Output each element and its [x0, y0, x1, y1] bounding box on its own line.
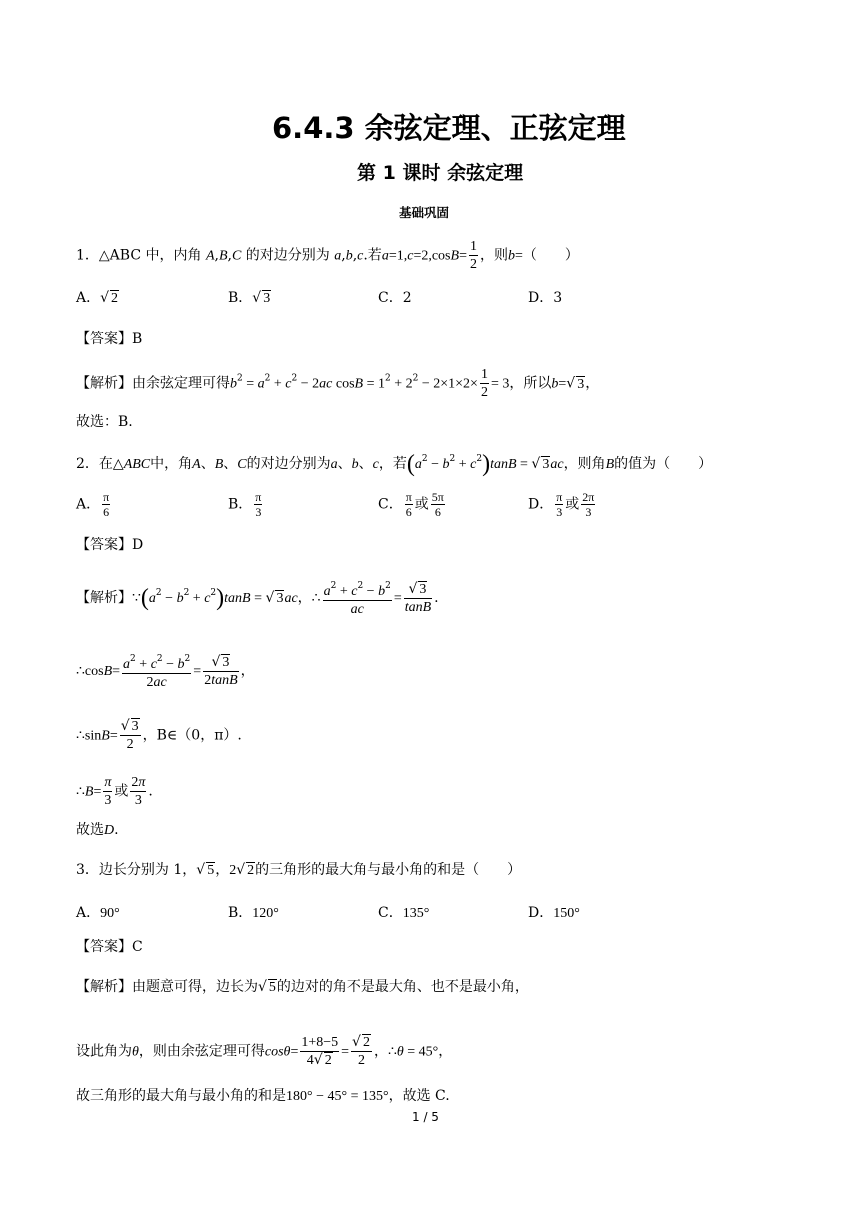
q1-option-d: D．3: [528, 290, 563, 306]
q1-option-a: A．√ 2: [76, 290, 119, 306]
q3-answer: 【答案】C: [76, 939, 143, 955]
q2-option-a: A． $\frac{\pi}{6}$: [76, 490, 110, 519]
page-title: 6.4.3 余弦定理、正弦定理: [272, 111, 626, 145]
q1-answer: 【答案】B: [76, 331, 143, 347]
q2-option-c: C． $\frac{\pi}{6}$ 或 $\frac{5\pi}{6}$: [378, 490, 444, 519]
q1-conclusion: 故选：B.: [76, 414, 133, 430]
q2-answer: 【答案】D: [76, 537, 144, 553]
q3-explanation-line3: 故三角形的最大角与最小角的和是180° − 45° = 135°，故选 C.: [76, 1088, 450, 1104]
q1-option-c: C．2: [378, 290, 412, 306]
q2-explanation-line1: 【解析】$\because(a^2 - b^2 + c^2)\tan B$ = √ 3ac，∴ $\frac{a^2 + c^2 - b^2}{ac}$ = $\frac{√ 3}{\tan B}$ .: [76, 578, 439, 618]
q3-option-a: A．90°: [76, 905, 120, 921]
q3-stem: 3．边长分别为 1，√ 5，2√ 2的三角形的最大角与最小角的和是（ ）: [76, 862, 522, 878]
q2-stem: 2．在△ABC中，角A、B、C的对边分别为a、b、c，若$(a^2 - b^2 + c^2)\tan B$ = √ 3ac，则角B的值为（ ）: [76, 451, 713, 477]
q2-explanation-line3: ∴sinB= $\frac{√ 3}{2}$ ，B∈（0，π）.: [76, 718, 242, 752]
q1-option-b: B．√ 3: [228, 290, 271, 306]
q1-stem: 1．△ABC 中，内角 A,B,C 的对边分别为 a,b,c.若a=1,c=2,cosB= $\frac{1}{2}$ ，则b=（ ）: [76, 239, 579, 272]
q3-explanation-line1: 【解析】由题意可得，边长为√ 5的边对的角不是最大角、也不是最小角，: [76, 979, 529, 995]
q2-explanation-line2: ∴cosB= $\frac{a^2 + c^2 - b^2}{2ac}$ = $\frac{√ 3}{2\tan B}$ ，: [76, 651, 255, 691]
q3-option-b: B．120°: [228, 905, 279, 921]
q1-explanation: 【解析】由余弦定理可得$b^2 = a^2 + c^2 - 2ac$ $\cos B = 1^2 + 2^2 - 2\times 1\times 2\times$ $\frac{1}{2}$ = 3，所以b=√ 3，: [76, 367, 600, 400]
q2-conclusion: 故选D.: [76, 822, 119, 838]
page-subtitle: 第 1 课时 余弦定理: [357, 162, 524, 184]
q3-option-d: D．150°: [528, 905, 580, 921]
q3-option-c: C．135°: [378, 905, 430, 921]
q2-option-d: D． $\frac{\pi}{3}$ 或 $\frac{2\pi}{3}$: [528, 490, 595, 519]
q2-explanation-line4: ∴B= $\frac{\pi}{3}$ 或 $\frac{2\pi}{3}$ .: [76, 775, 153, 808]
page-number: 1 / 5: [412, 1110, 439, 1124]
q2-option-b: B． $\frac{\pi}{3}$: [228, 490, 262, 519]
section-heading: 基础巩固: [399, 205, 450, 220]
q3-explanation-line2: 设此角为θ，则由余弦定理可得cosθ= $\frac{1+8-5}{4√ 2}$ = $\frac{√ 2}{2}$ ，∴θ = 45°，: [76, 1034, 453, 1068]
